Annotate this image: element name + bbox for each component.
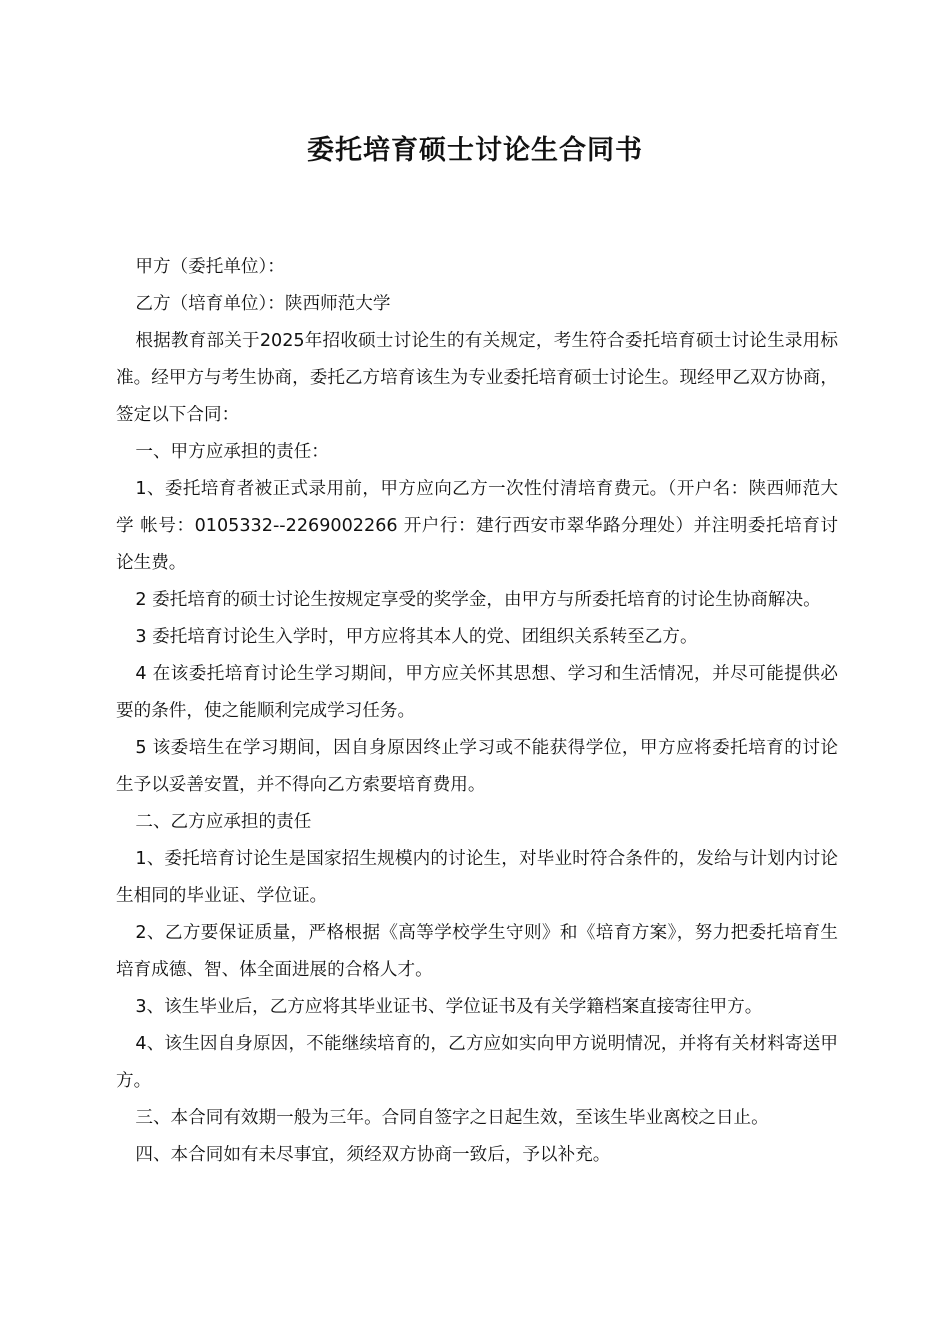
clause-a-4: 4 在该委托培育讨论生学习期间，甲方应关怀其思想、学习和生活情况，并尽可能提供必要的条件，使之能顺利完成学习任务。 [116, 664, 838, 721]
clause-a-5: 5 该委培生在学习期间，因自身原因终止学习或不能获得学位，甲方应将委托培育的讨论生予以妥善安置，并不得向乙方索要培育费用。 [116, 738, 838, 795]
clause-a-1: 1、委托培育者被正式录用前，甲方应向乙方一次性付清培育费元。（开户名：陕西师范大学 帐号：0105332--2269002266 开户行：建行西安市翠华路分理处）并注明委托培育讨论生费。 [116, 479, 838, 573]
clause-a-2: 2 委托培育的硕士讨论生按规定享受的奖学金，由甲方与所委托培育的讨论生协商解决。 [135, 590, 821, 610]
clause-a-3: 3 委托培育讨论生入学时，甲方应将其本人的党、团组织关系转至乙方。 [135, 627, 698, 647]
clause-b-1: 1、委托培育讨论生是国家招生规模内的讨论生，对毕业时符合条件的，发给与计划内讨论生相同的毕业证、学位证。 [116, 849, 838, 906]
party-b-line: 乙方（培育单位）：陕西师范大学 [135, 294, 391, 314]
section-supplement: 四、本合同如有未尽事宜，须经双方协商一致后，予以补充。 [135, 1145, 611, 1165]
section-heading-party-b: 二、乙方应承担的责任 [135, 812, 312, 832]
document-body [116, 249, 838, 1174]
party-a-line: 甲方（委托单位）： [135, 257, 285, 277]
document-title: 委托培育硕士讨论生合同书 [307, 135, 643, 166]
preamble-paragraph: 根据教育部关于2025年招收硕士讨论生的有关规定，考生符合委托培育硕士讨论生录用标准。经甲方与考生协商，委托乙方培育该生为专业委托培育硕士讨论生。现经甲乙双方协商，签定以下合同： [116, 331, 838, 425]
section-validity: 三、本合同有效期一般为三年。合同自签字之日起生效，至该生毕业离校之日止。 [135, 1108, 769, 1128]
section-heading-party-a: 一、甲方应承担的责任： [135, 442, 329, 462]
clause-b-2: 2、乙方要保证质量，严格根据《高等学校学生守则》和《培育方案》，努力把委托培育生培育成德、智、体全面进展的合格人才。 [116, 923, 838, 980]
clause-b-3: 3、该生毕业后，乙方应将其毕业证书、学位证书及有关学籍档案直接寄往甲方。 [135, 997, 763, 1017]
clause-b-4: 4、该生因自身原因，不能继续培育的，乙方应如实向甲方说明情况，并将有关材料寄送甲方。 [116, 1034, 838, 1091]
